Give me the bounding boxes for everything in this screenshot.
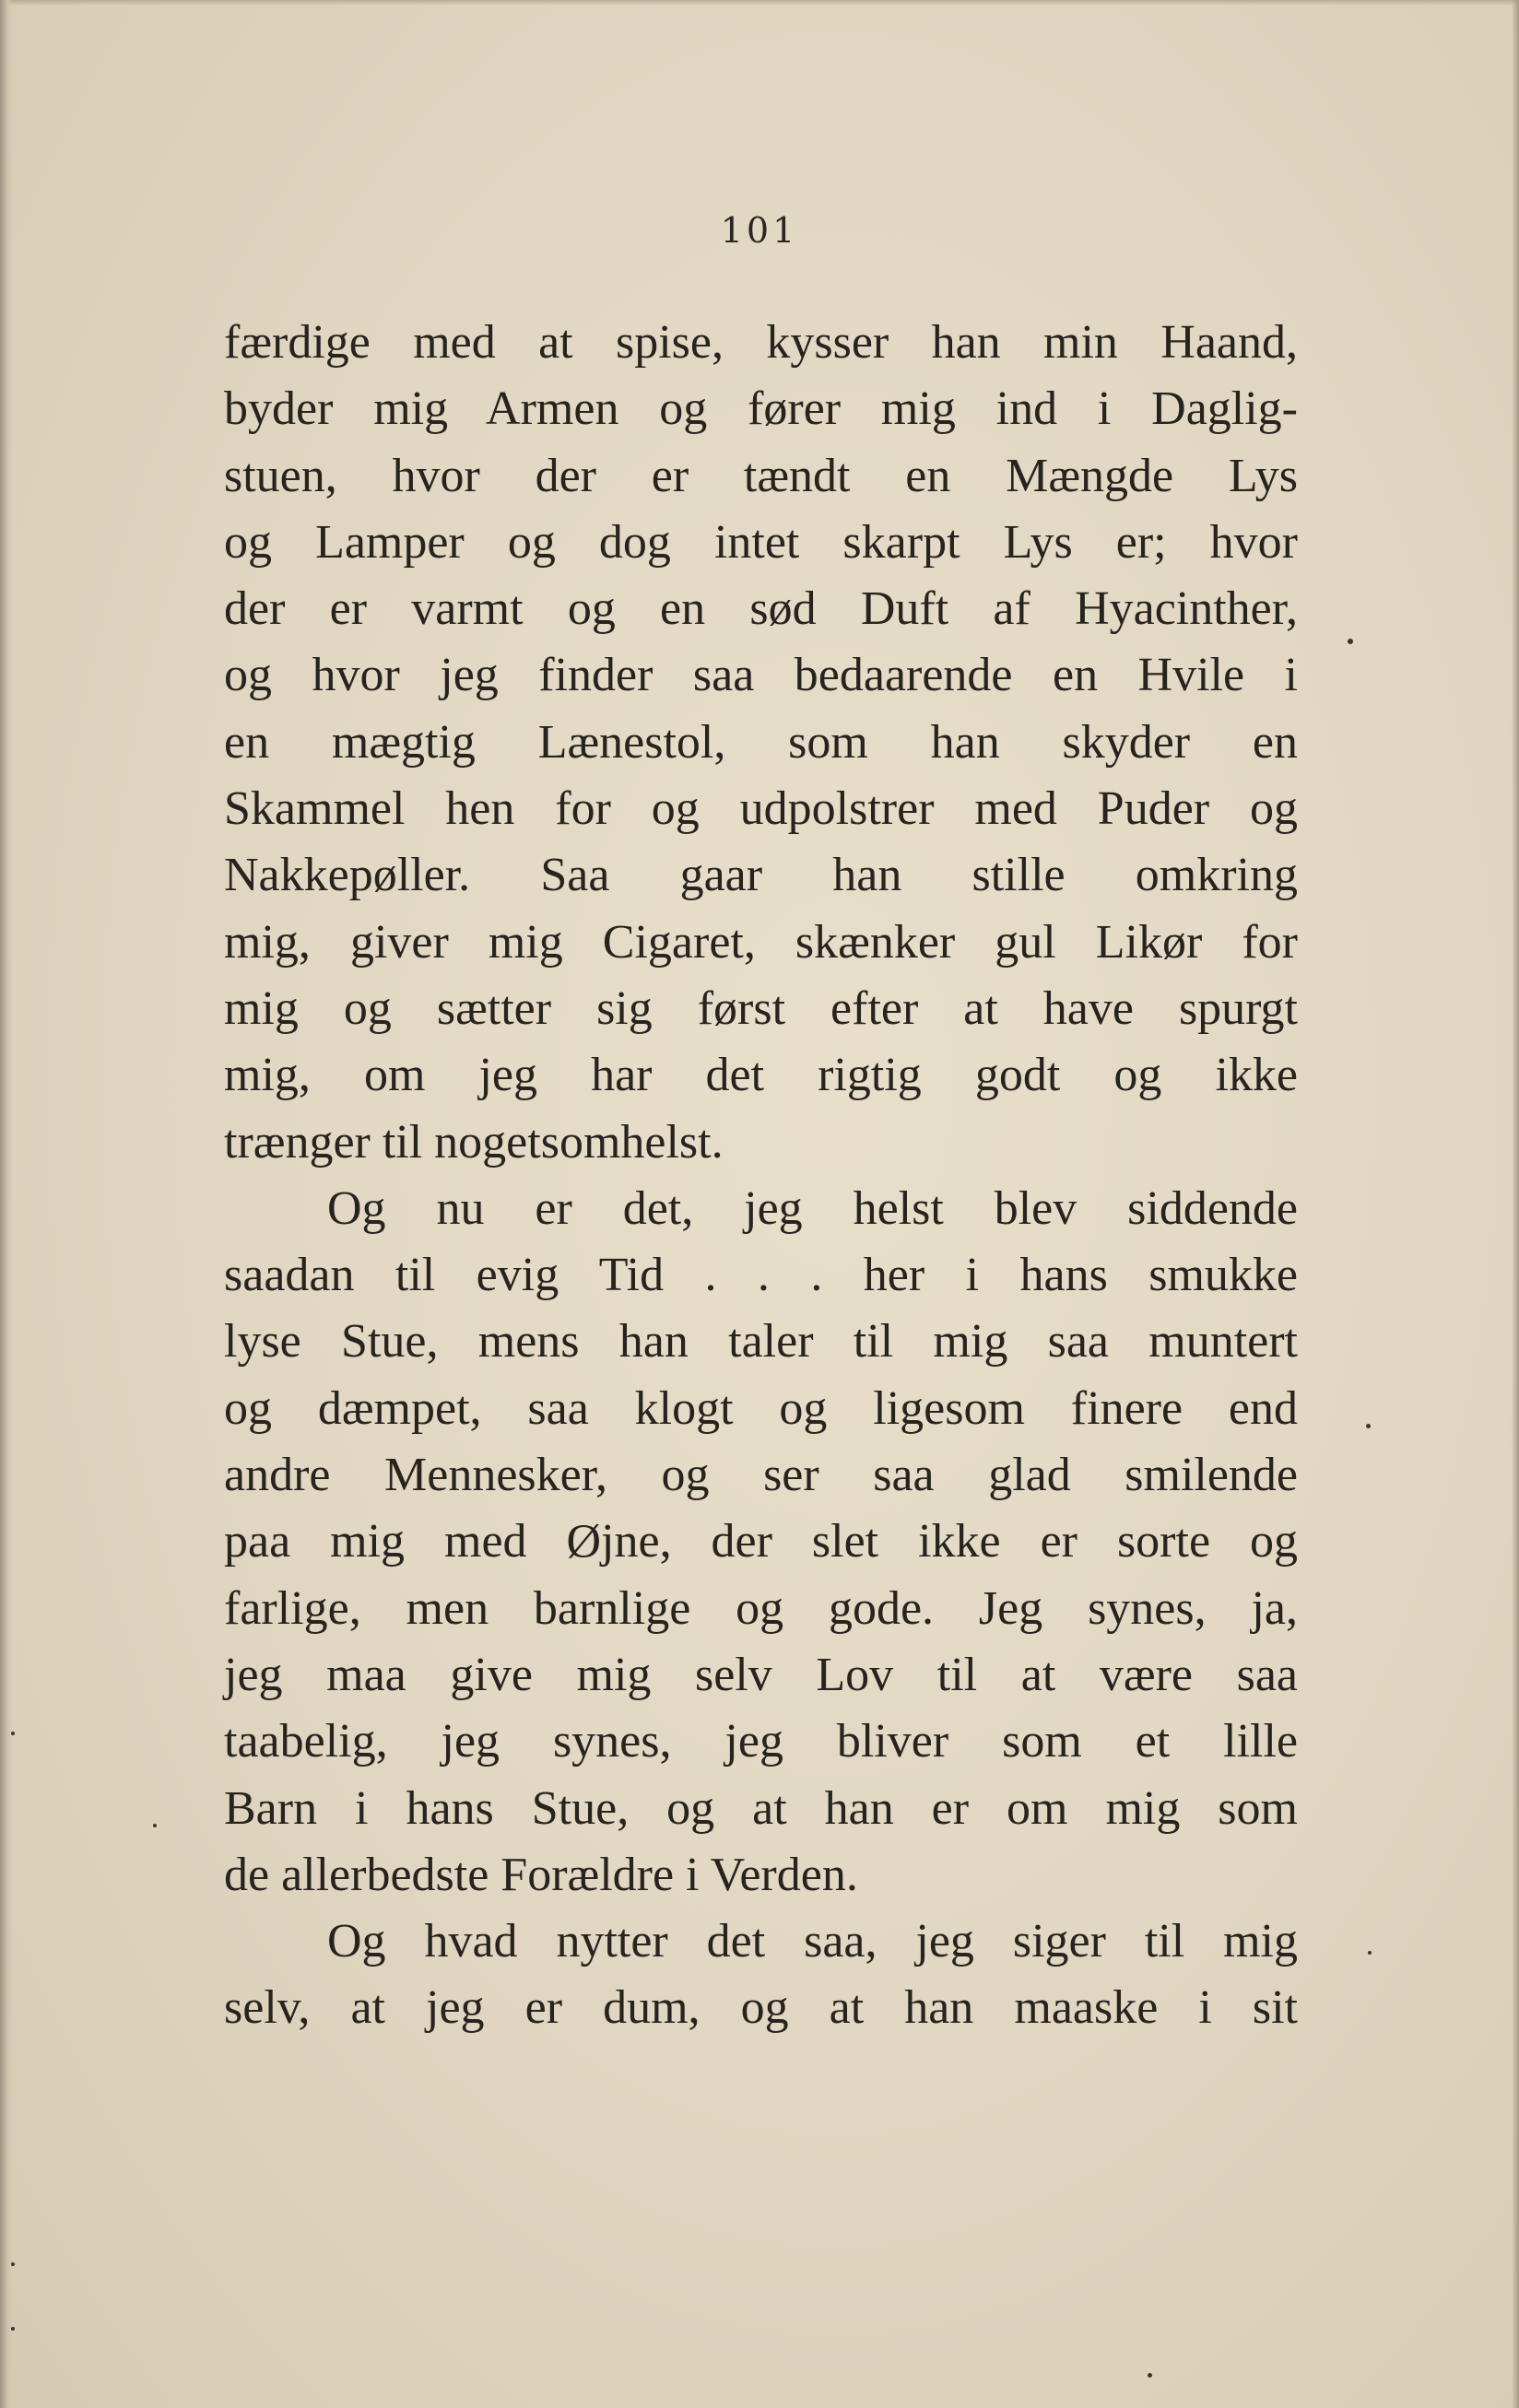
text-line: og dæmpet, saa klogt og ligesom finere end [224, 1381, 1298, 1435]
text-line: Nakkepøller. Saa gaar han stille omkring [224, 849, 1298, 902]
scan-speck [11, 2262, 15, 2266]
text-line: de allerbedste Forældre i Verden. [224, 1848, 858, 1901]
text-line: der er varmt og en sød Duft af Hyacinther, [224, 582, 1298, 636]
text-line: farlige, men barnlige og gode. Jeg synes, ja, [224, 1581, 1298, 1635]
scan-speck [1148, 2373, 1152, 2378]
body-text [224, 310, 1298, 2042]
text-line: lyse Stue, mens han taler til mig saa muntert [224, 1315, 1298, 1368]
page-binding-edge [0, 0, 13, 2408]
text-line: trænger til nogetsomhelst. [224, 1115, 724, 1169]
text-line: paa mig med Øjne, der slet ikke er sorte og [224, 1515, 1298, 1568]
text-line: mig, om jeg har det rigtig godt og ikke [224, 1049, 1298, 1102]
text-line: saadan til evig Tid . . . her i hans smukke [224, 1249, 1298, 1302]
text-line: og Lamper og dog intet skarpt Lys er; hvor [224, 515, 1298, 569]
text-line: selv, at jeg er dum, og at han maaske i sit [224, 1981, 1298, 2035]
text-line: stuen, hvor der er tændt en Mængde Lys [224, 449, 1298, 502]
page-top-edge [0, 0, 1519, 6]
text-line: andre Mennesker, og ser saa glad smilende [224, 1449, 1298, 1502]
text-line: Barn i hans Stue, og at han er om mig som [224, 1781, 1298, 1835]
scan-speck [11, 1732, 15, 1735]
scan-speck [153, 1824, 157, 1827]
text-line: færdige med at spise, kysser han min Haand, [224, 316, 1298, 369]
text-line: Og hvad nytter det saa, jeg siger til mig [327, 1915, 1298, 1968]
text-line: Skammel hen for og udpolstrer med Puder og [224, 782, 1298, 836]
text-line: jeg maa give mig selv Lov til at være saa [224, 1648, 1298, 1701]
text-line: og hvor jeg finder saa bedaarende en Hvile i [224, 649, 1298, 702]
scan-speck [11, 2327, 15, 2331]
text-line: en mægtig Lænestol, som han skyder en [224, 715, 1298, 769]
text-line: byder mig Armen og fører mig ind i Daglig- [224, 382, 1298, 436]
text-line: mig, giver mig Cigaret, skænker gul Likør for [224, 915, 1298, 969]
page-right-edge [1512, 0, 1519, 2408]
text-line: mig og sætter sig først efter at have spurgt [224, 981, 1298, 1035]
scan-speck [1368, 1951, 1372, 1955]
text-line: Og nu er det, jeg helst blev siddende [327, 1181, 1298, 1235]
scan-speck [1366, 1424, 1371, 1428]
text-line: taabelig, jeg synes, jeg bliver som et lille [224, 1715, 1298, 1768]
scan-speck [1348, 639, 1353, 644]
page-number: 101 [720, 210, 799, 251]
